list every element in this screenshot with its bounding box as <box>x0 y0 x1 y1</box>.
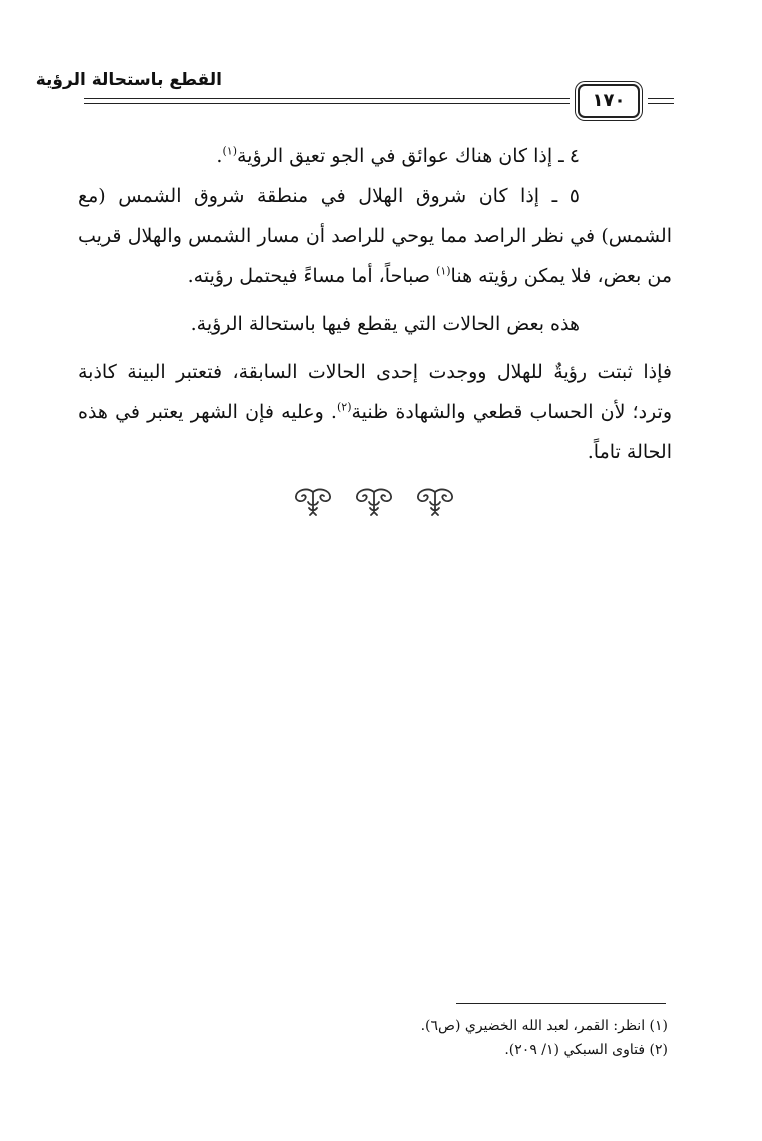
footnote-separator <box>456 1003 666 1004</box>
section-end-ornaments <box>292 488 456 518</box>
fleuron-icon <box>353 488 395 516</box>
list-item-5: ٥ ـ إذا كان شروق الهلال في منطقة شروق الشمس (مع الشمس) في نظر الراصد مما يوحي للراصد أن مسار الشمس والهلال قريب من بعض، فلا يمكن رؤيته هنا$^{(١)}$ صباحاً، أما مساءً فيحتمل رؤيته. <box>78 185 672 287</box>
footnote-ref: (٢) <box>336 400 352 414</box>
page-number: ١٧٠ <box>578 84 640 118</box>
list-item-4: ٤ ـ إذا كان هناك عوائق في الجو تعيق الرؤية$^{(١)}$. <box>216 144 580 167</box>
header-rule <box>84 103 570 104</box>
fleuron-icon <box>292 488 334 516</box>
footnotes <box>208 1014 668 1062</box>
footnote-2: (٢) فتاوى السبكي (١/ ٢٠٩). <box>504 1042 668 1058</box>
conclusion-paragraph: فإذا ثبتت رؤيةٌ للهلال ووجدت إحدى الحالات السابقة، فتعتبر البينة كاذبة وترد؛ لأن الحساب قطعي والشهادة ظنية$^{(٢)}$. وعليه فإن الشهر يعتبر في هذه الحالة تاماً. <box>78 361 672 463</box>
footnote-ref: (١) <box>436 264 451 278</box>
header-rule-short <box>648 103 674 104</box>
footnote-ref: (١) <box>222 144 237 158</box>
footnote-1: (١) انظر: القمر، لعبد الله الخضيري (ص٦). <box>420 1018 668 1034</box>
header-rule-short <box>648 98 674 99</box>
main-text <box>78 136 672 472</box>
fleuron-icon <box>414 488 456 516</box>
summary-paragraph: هذه بعض الحالات التي يقطع فيها باستحالة الرؤية. <box>190 313 580 335</box>
header-rule <box>84 98 570 99</box>
running-header-title: القطع باستحالة الرؤية <box>35 70 222 90</box>
